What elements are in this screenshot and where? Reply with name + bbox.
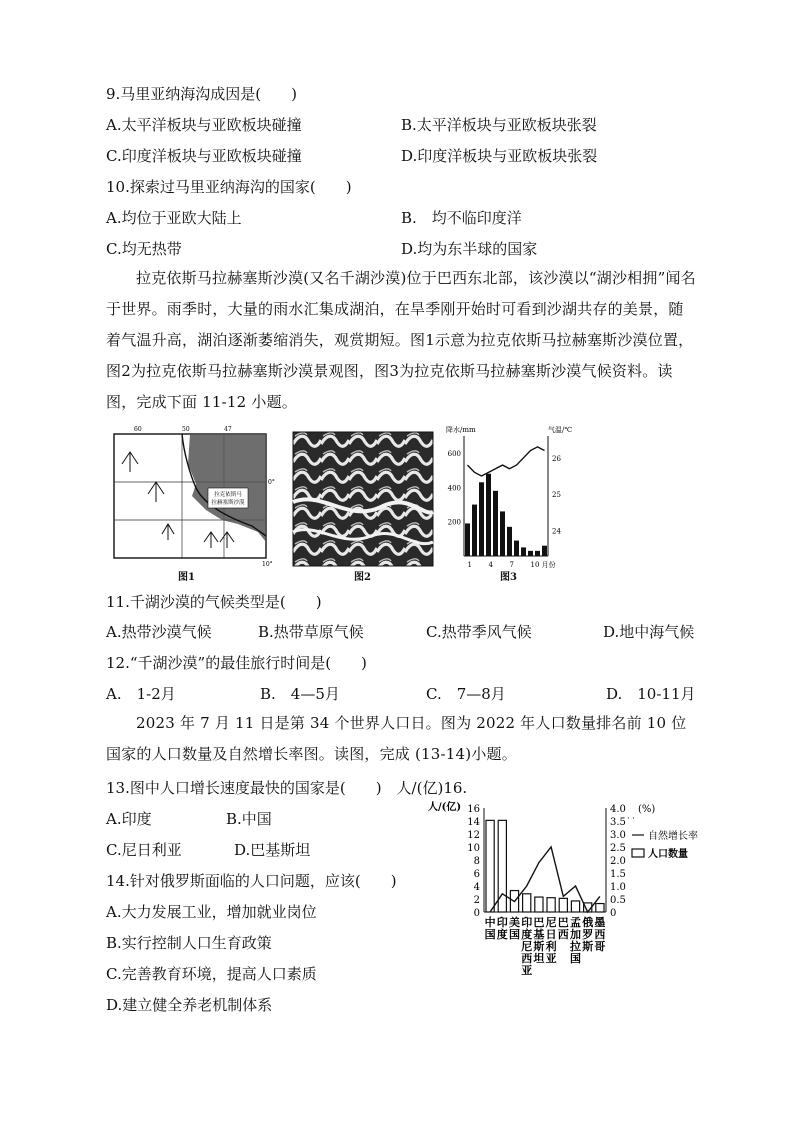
population-country-label: 美 bbox=[509, 916, 520, 929]
fig3-precip-bar bbox=[486, 474, 491, 556]
population-country-label: 日 bbox=[545, 928, 557, 941]
q12-stem: 12.“千湖沙漠”的最佳旅行时间是( ) bbox=[106, 654, 367, 672]
fig3-precip-bar bbox=[465, 523, 470, 556]
fig1-lon-label-3: 47 bbox=[224, 426, 232, 433]
population-country-label: 坦 bbox=[533, 952, 545, 965]
population-country-label: 国 bbox=[509, 928, 520, 941]
fig3-x-tick: 4 bbox=[488, 561, 493, 569]
q11-option-b: B.热带草原气候 bbox=[258, 623, 364, 641]
q14-option-d: D.建立健全养老机制体系 bbox=[106, 996, 273, 1014]
q10-option-d: D.均为东半球的国家 bbox=[401, 240, 538, 258]
fig3-left-tick: 400 bbox=[447, 484, 461, 493]
population-country-label: 拉 bbox=[570, 940, 581, 953]
figure3-caption: 图3 bbox=[500, 572, 517, 583]
fig3-precip-bar bbox=[493, 491, 498, 556]
q11-option-c: C.热带季风气候 bbox=[426, 623, 532, 641]
q13-option-d: D.巴基斯坦 bbox=[234, 841, 311, 859]
figure2-landscape bbox=[293, 432, 433, 566]
rate-right-tick: 0.5 bbox=[610, 895, 626, 906]
q9-option-d: D.印度洋板块与亚欧板块张裂 bbox=[401, 147, 598, 165]
population-left-tick: 8 bbox=[473, 856, 480, 867]
fig3-precip-bar bbox=[535, 551, 540, 556]
fig3-x-tick: 7 bbox=[509, 561, 514, 569]
population-country-label: 西 bbox=[521, 952, 533, 965]
population-country-label: 中 bbox=[484, 916, 496, 929]
population-country-label: 加 bbox=[570, 928, 581, 941]
population-bar bbox=[535, 897, 543, 912]
rate-right-tick: 1.5 bbox=[610, 869, 626, 880]
fig3-precip-bar bbox=[479, 482, 484, 556]
population-country-label: 印 bbox=[521, 916, 533, 929]
fig3-temperature-line bbox=[468, 447, 545, 476]
q13-option-a: A.印度 bbox=[106, 810, 152, 828]
fig3-precip-bar bbox=[514, 541, 519, 556]
fig3-left-title: 降水/mm bbox=[446, 426, 476, 434]
fig3-x-tick: 1 bbox=[467, 561, 472, 569]
fig3-precip-bar bbox=[472, 505, 477, 556]
population-chart bbox=[426, 800, 716, 990]
population-country-label: 西 bbox=[594, 928, 606, 941]
q10-option-b: B. 均不临印度洋 bbox=[401, 209, 522, 227]
population-left-tick: 10 bbox=[467, 843, 480, 854]
population-country-label: 西 bbox=[557, 928, 569, 941]
q14-stem: 14.针对俄罗斯面临的人口问题，应该( ) bbox=[106, 872, 397, 890]
population-country-label: 基 bbox=[533, 928, 545, 941]
rate-axis-title: (%) bbox=[638, 804, 656, 815]
population-country-label: 亚 bbox=[521, 964, 533, 977]
fig3-precip-bar bbox=[528, 551, 533, 556]
fig3-right-tick: 24 bbox=[552, 527, 561, 536]
legend-population-symbol bbox=[632, 849, 644, 857]
figure1-caption: 图1 bbox=[178, 572, 195, 583]
population-country-label: 巴 bbox=[557, 916, 569, 929]
passage-thousand-lakes: 拉克依斯马拉赫塞斯沙漠(又名千湖沙漠)位于巴西东北部，该沙漠以“湖沙相拥”闻名于世界。雨季时，大量的雨水汇集成湖泊，在旱季刚开始时可看到沙湖共存的美景，随着气温升高，湖泊逐渐萎缩消失，观赏期短。图1示意为拉克依斯马拉赫塞斯沙漠位置，图2为拉克依斯马拉赫塞斯沙漠景观图，图3为拉克依斯马拉赫塞斯沙漠气候资料。读图，完成下面 11-12 小题。 bbox=[106, 269, 696, 411]
passage-population: 2023 年 7 月 11 日是第 34 个世界人口日。图为 2022 年人口数量排名前 10 位国家的人口数量及自然增长率图。读图，完成 (13-14)小题。 bbox=[106, 714, 687, 763]
fig1-desert-label-2: 拉赫塞斯沙漠 bbox=[211, 500, 245, 506]
population-axis-title: 人/(亿) bbox=[428, 802, 462, 813]
population-left-tick: 12 bbox=[467, 830, 480, 841]
population-left-tick: 14 bbox=[467, 817, 480, 828]
population-left-tick: 16 bbox=[467, 804, 480, 815]
q14-option-b: B.实行控制人口生育政策 bbox=[106, 934, 272, 952]
fig3-precip-bar bbox=[521, 547, 526, 556]
rate-right-tick: 2.5 bbox=[610, 843, 626, 854]
legend-rate-label: 自然增长率 bbox=[648, 831, 698, 842]
legend-population-label: 人口数量 bbox=[648, 849, 688, 860]
q11-stem: 11.千湖沙漠的气候类型是( ) bbox=[106, 593, 322, 611]
population-country-label: 度 bbox=[496, 928, 508, 941]
fig3-precip-bar bbox=[500, 511, 505, 556]
population-country-label: 哥 bbox=[594, 940, 606, 953]
population-country-label: 巴 bbox=[533, 916, 545, 929]
population-country-label: 俄 bbox=[582, 916, 594, 929]
population-country-label: 墨 bbox=[594, 916, 606, 929]
population-bar bbox=[559, 898, 567, 912]
population-country-label: 国 bbox=[570, 952, 581, 965]
q12-option-b: B. 4—5月 bbox=[260, 685, 340, 703]
q10-option-c: C.均无热带 bbox=[106, 240, 182, 258]
population-country-label: 印 bbox=[496, 916, 508, 929]
population-country-label: 斯 bbox=[582, 940, 594, 953]
population-country-label: 尼 bbox=[521, 940, 533, 953]
q14-option-a: A.大力发展工业，增加就业岗位 bbox=[106, 903, 317, 921]
population-left-tick: 0 bbox=[473, 908, 480, 919]
population-country-label: 尼 bbox=[545, 916, 557, 929]
rate-right-tick: 1.0 bbox=[610, 882, 626, 893]
fig3-right-tick: 26 bbox=[552, 454, 561, 463]
fig1-lon-label-2: 50 bbox=[182, 426, 190, 433]
fig3-precip-bar bbox=[542, 546, 547, 556]
q13-option-c: C.尼日利亚 bbox=[106, 841, 182, 859]
rate-right-tick: 0 bbox=[610, 908, 617, 919]
q10-stem: 10.探索过马里亚纳海沟的国家( ) bbox=[106, 178, 352, 196]
population-country-label: 罗 bbox=[582, 928, 594, 941]
fig1-lat-label-1: 0° bbox=[268, 479, 275, 486]
population-bar bbox=[486, 820, 494, 912]
q14-option-c: C.完善教育环境，提高人口素质 bbox=[106, 965, 317, 983]
q12-option-d: D. 10-11月 bbox=[606, 685, 696, 703]
q13-option-b: B.中国 bbox=[226, 810, 272, 828]
rate-right-tick: 3.5˙˙ bbox=[610, 817, 636, 828]
population-country-label: 度 bbox=[521, 928, 533, 941]
figure2-caption: 图2 bbox=[354, 572, 371, 583]
figure1-map bbox=[112, 424, 274, 568]
population-bar bbox=[571, 901, 579, 912]
q10-option-a: A.均位于亚欧大陆上 bbox=[106, 209, 242, 227]
fig1-lat-label-2: 10° bbox=[262, 561, 273, 568]
population-left-tick: 2 bbox=[473, 895, 480, 906]
q11-option-a: A.热带沙漠气候 bbox=[106, 623, 212, 641]
rate-right-tick: 4.0 bbox=[610, 804, 626, 815]
q12-option-a: A. 1-2月 bbox=[106, 685, 176, 703]
population-country-label: 斯 bbox=[533, 940, 545, 953]
population-country-label: 亚 bbox=[545, 952, 557, 965]
fig3-left-tick: 600 bbox=[447, 450, 461, 459]
rate-right-tick: 2.0 bbox=[610, 856, 626, 867]
q12-option-c: C. 7—8月 bbox=[426, 685, 506, 703]
fig3-right-tick: 25 bbox=[552, 491, 561, 500]
population-country-label: 孟 bbox=[570, 916, 581, 929]
fig3-right-title: 气温/℃ bbox=[548, 426, 573, 434]
fig3-precip-bar bbox=[507, 527, 512, 556]
fig1-desert-label-1: 拉克依斯马 bbox=[214, 492, 242, 498]
fig1-lon-label-1: 60 bbox=[134, 426, 142, 433]
population-bar bbox=[547, 898, 555, 912]
fig3-left-tick: 200 bbox=[447, 518, 461, 527]
q9-option-c: C.印度洋板块与亚欧板块碰撞 bbox=[106, 147, 302, 165]
population-left-tick: 6 bbox=[473, 869, 480, 880]
figure3-climate-chart bbox=[444, 422, 584, 572]
q13-stem: 13.图中人口增长速度最快的国家是( ) 人/(亿)16. bbox=[106, 779, 468, 797]
q9-option-b: B.太平洋板块与亚欧板块张裂 bbox=[401, 116, 597, 134]
population-left-tick: 4 bbox=[473, 882, 480, 893]
q9-option-a: A.太平洋板块与亚欧板块碰撞 bbox=[106, 116, 302, 134]
rate-right-tick: 3.0 bbox=[610, 830, 626, 841]
population-bar bbox=[523, 894, 531, 912]
fig3-x-tick: 10 月份 bbox=[530, 561, 556, 569]
population-country-label: 利 bbox=[545, 940, 557, 953]
population-bar bbox=[596, 904, 604, 912]
q9-stem: 9.马里亚纳海沟成因是( ) bbox=[106, 85, 298, 103]
q11-option-d: D.地中海气候 bbox=[603, 623, 695, 641]
population-country-label: 国 bbox=[484, 928, 496, 941]
